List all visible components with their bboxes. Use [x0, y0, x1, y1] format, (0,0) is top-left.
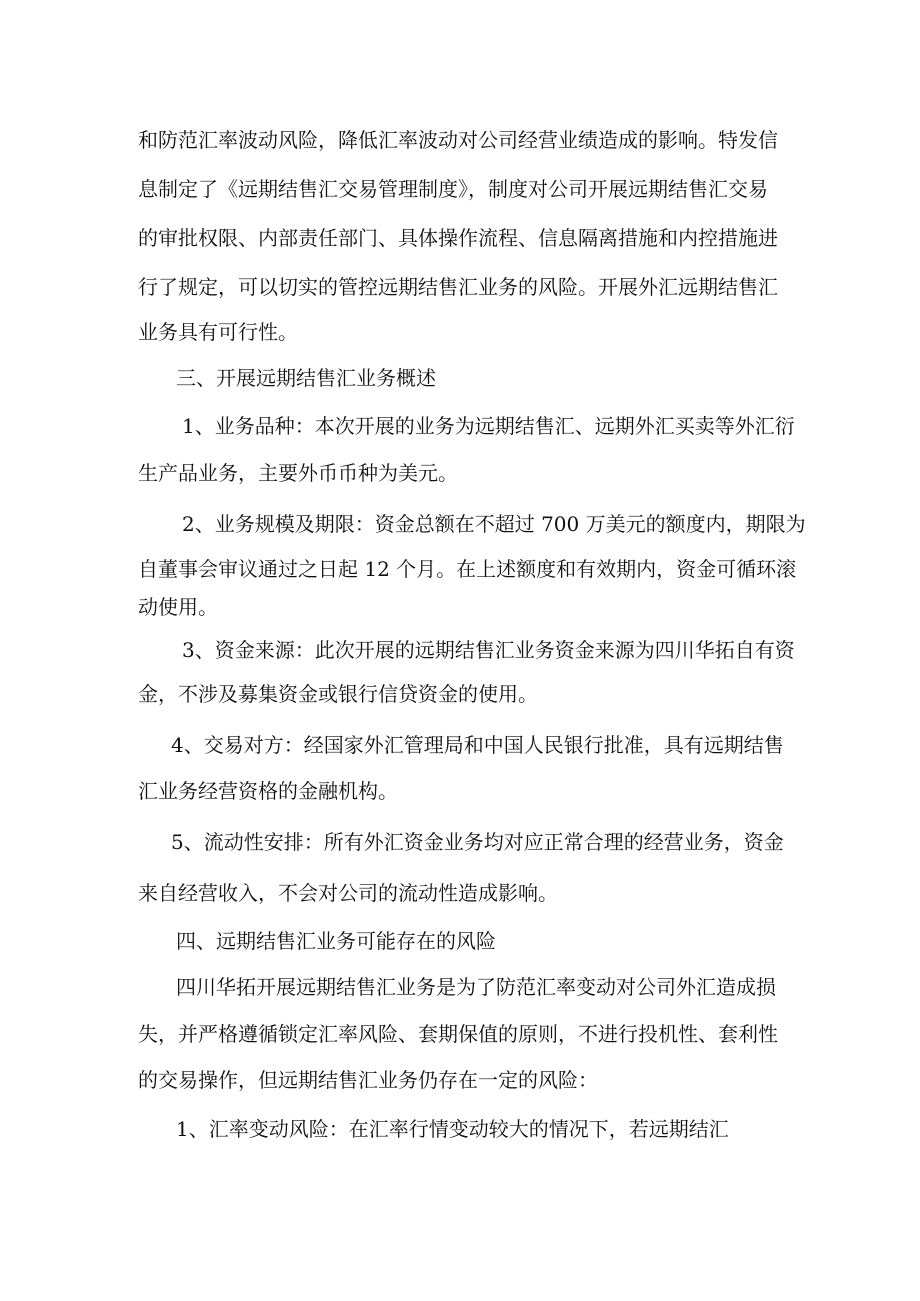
text-line: 的交易操作，但远期结售汇业务仍存在一定的风险：	[138, 1068, 598, 1092]
text-line: 3、资金来源：此次开展的远期结售汇业务资金来源为四川华拓自有资	[182, 638, 795, 662]
text-line: 4、交易对方：经国家外汇管理局和中国人民银行批准，具有远期结售	[171, 733, 784, 757]
text-line: 动使用。	[138, 595, 218, 619]
text-line: 生产品业务，主要外币币种为美元。	[138, 461, 458, 485]
text-line: 四川华拓开展远期结售汇业务是为了防范汇率变动对公司外汇造成损	[176, 975, 776, 999]
section-heading: 三、开展远期结售汇业务概述	[176, 366, 436, 390]
text-line: 金，不涉及募集资金或银行信贷资金的使用。	[138, 682, 538, 706]
text-line: 汇业务经营资格的金融机构。	[138, 779, 398, 803]
text-line: 业务具有可行性。	[138, 320, 298, 344]
text-line: 5、流动性安排：所有外汇资金业务均对应正常合理的经营业务，资金	[171, 830, 784, 854]
section-heading: 四、远期结售汇业务可能存在的风险	[176, 929, 496, 953]
text-line: 1、业务品种：本次开展的业务为远期结售汇、远期外汇买卖等外汇衍	[182, 414, 795, 438]
text-line: 失，并严格遵循锁定汇率风险、套期保值的原则，不进行投机性、套利性	[138, 1022, 778, 1046]
text-line: 行了规定，可以切实的管控远期结售汇业务的风险。开展外汇远期结售汇	[138, 275, 778, 299]
text-line: 的审批权限、内部责任部门、具体操作流程、信息隔离措施和内控措施进	[138, 226, 778, 250]
text-line: 来自经营收入，不会对公司的流动性造成影响。	[138, 881, 558, 905]
text-line: 1、汇率变动风险：在汇率行情变动较大的情况下，若远期结汇	[176, 1117, 729, 1141]
text-line: 息制定了《远期结售汇交易管理制度》，制度对公司开展远期结售汇交易	[138, 177, 768, 201]
text-line: 自董事会审议通过之日起 12 个月。在上述额度和有效期内，资金可循环滚	[138, 557, 797, 581]
text-line: 和防范汇率波动风险，降低汇率波动对公司经营业绩造成的影响。特发信	[138, 128, 778, 152]
text-line: 2、业务规模及期限：资金总额在不超过 700 万美元的额度内，期限为	[182, 512, 806, 536]
